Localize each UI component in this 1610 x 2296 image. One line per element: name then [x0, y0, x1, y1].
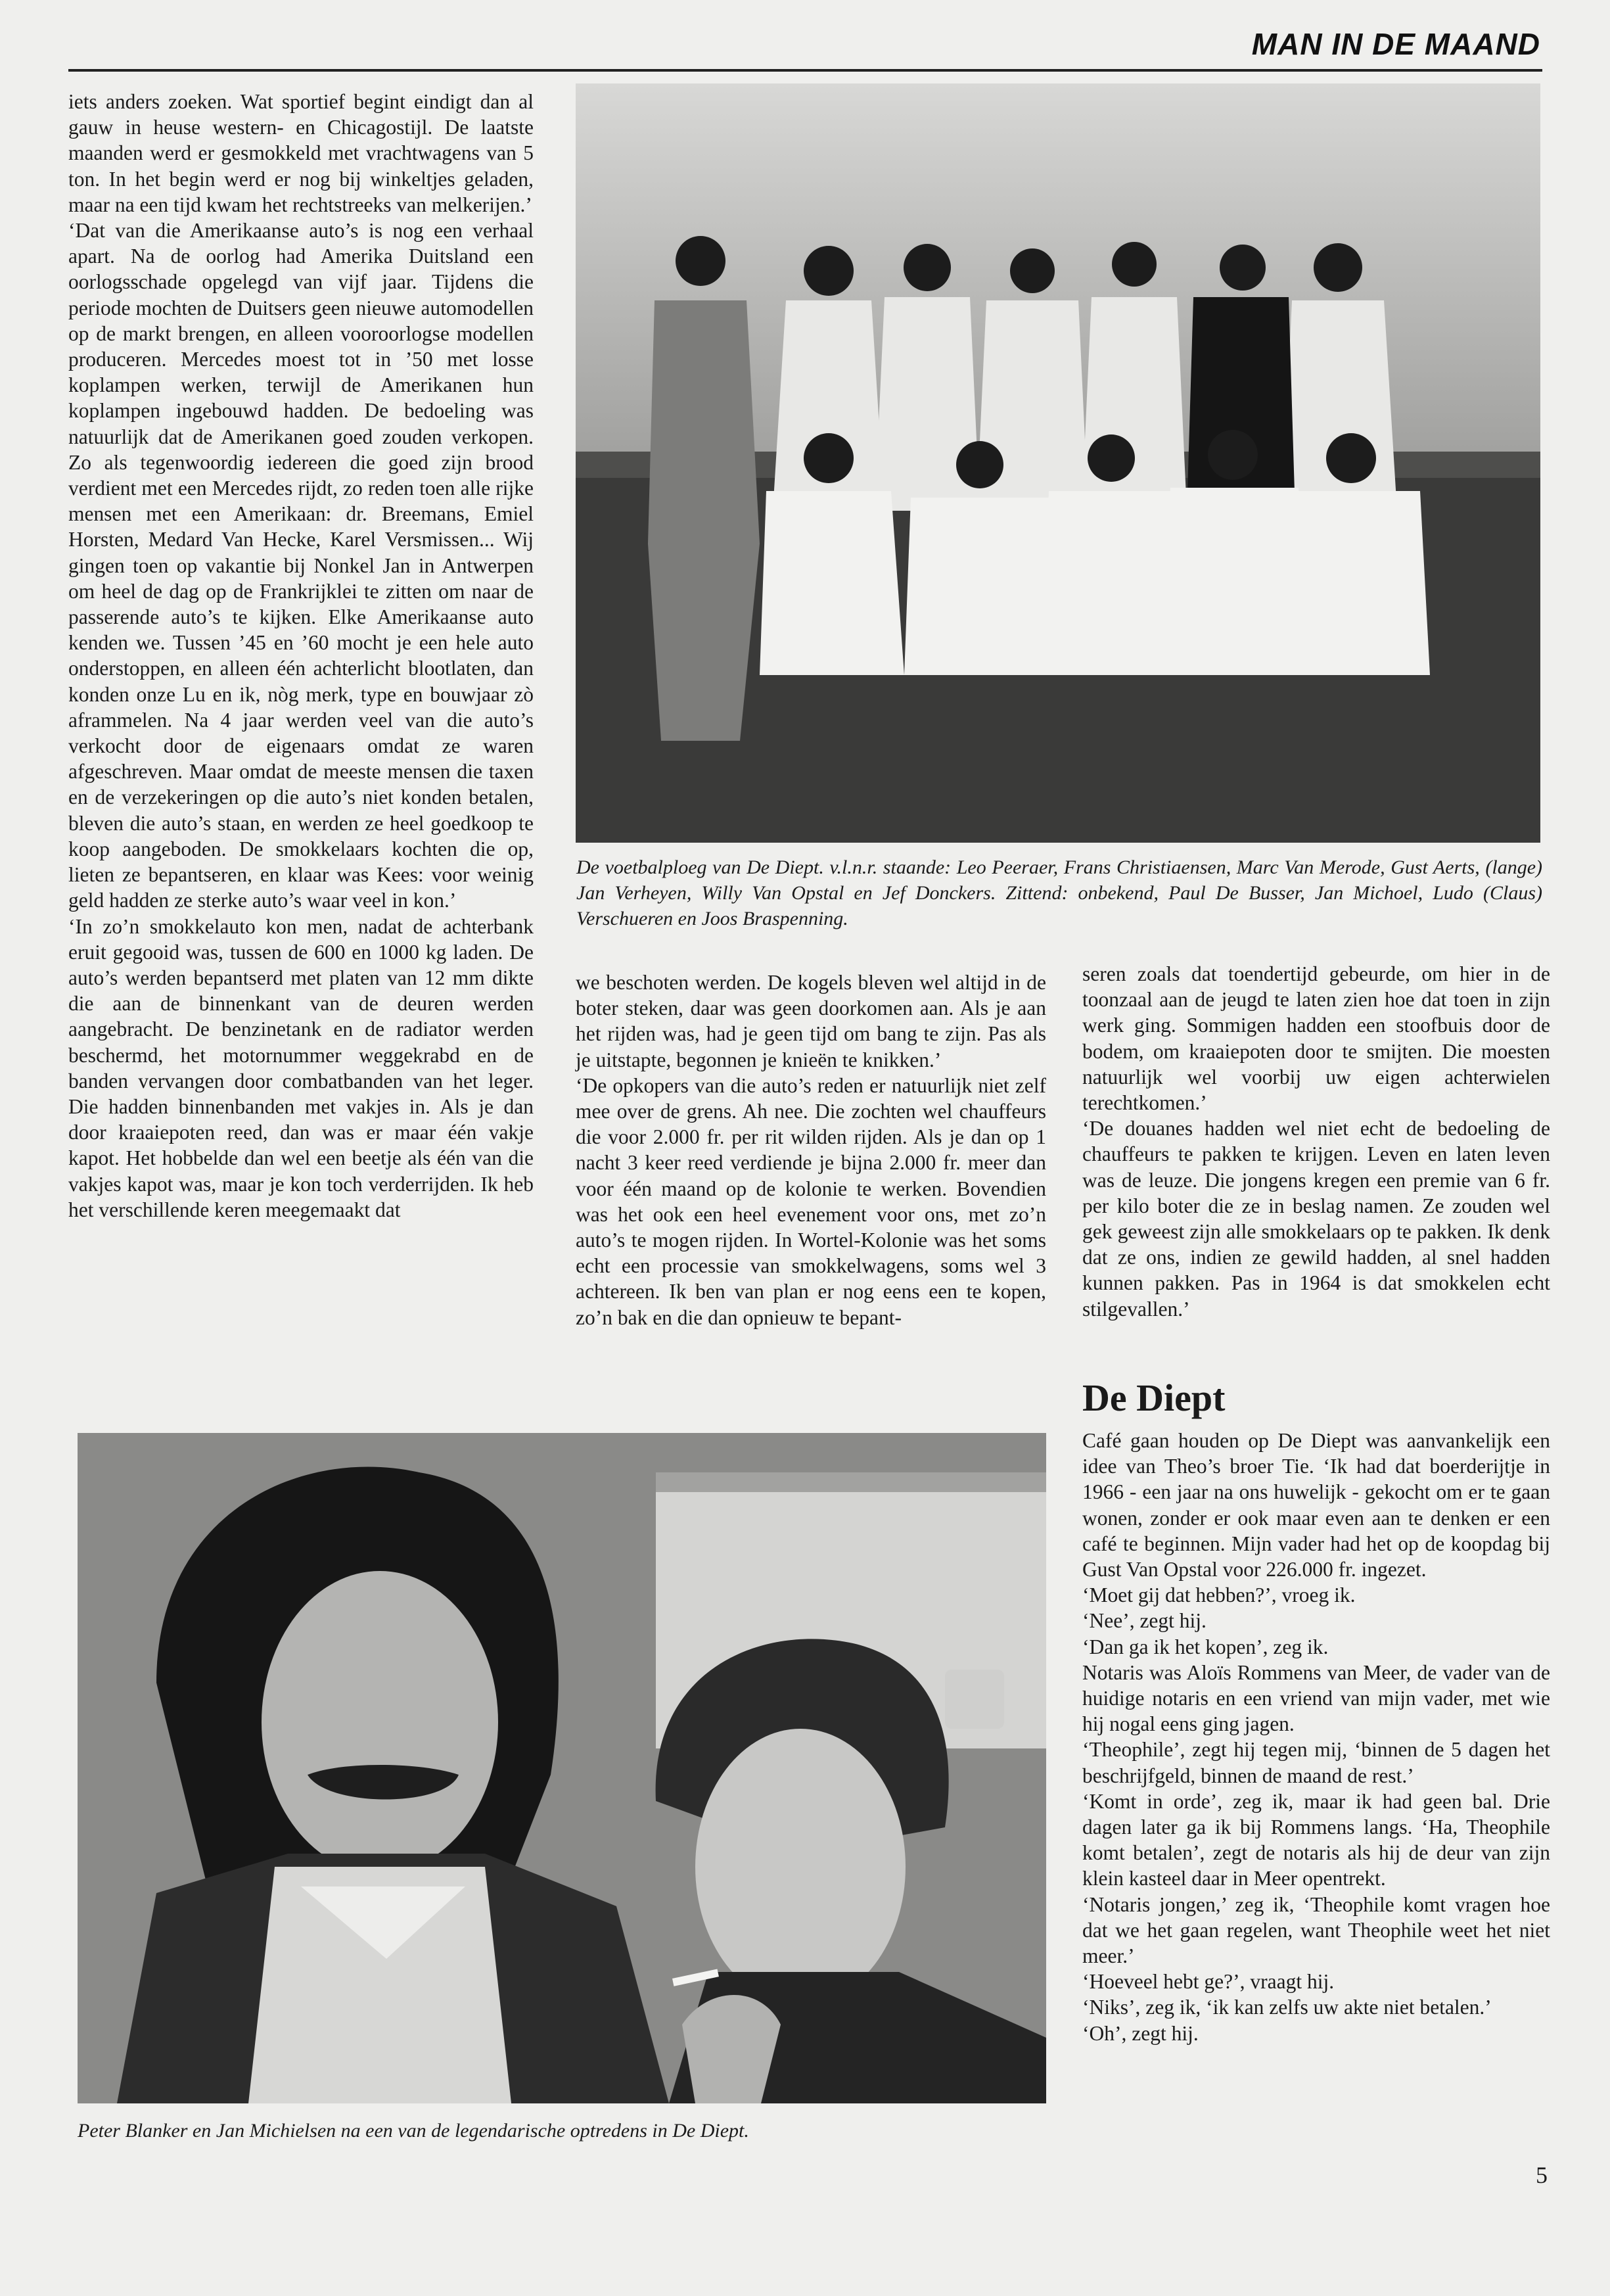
section-body [1082, 1428, 1550, 2046]
paragraph: ‘Niks’, zeg ik, ‘ik kan zelfs uw akte niet betalen.’ [1082, 1996, 1492, 2019]
paragraph: ‘Nee’, zegt hij. [1082, 1609, 1207, 1633]
paragraph: ‘Theophile’, zegt hij tegen mij, ‘binnen de 5 dagen het beschrijfgeld, binnen de maand de rest.’ [1082, 1738, 1550, 1787]
paragraph: Notaris was Aloïs Rommens van Meer, de vader van de huidige notaris en een vriend van mijn vader, met wie hij nogal eens ging jagen. [1082, 1660, 1550, 1736]
paragraph: ‘De opkopers van die auto’s reden er natuurlijk niet zelf mee over de grens. Ah nee. Die zochten wel chauffeurs die voor 2.000 fr. per rit wilden rijden. Als je dan op 1 nacht 3 keer reed verdiende je bijna 2.000 fr. meer dan voor één maand op de kolonie te werken. Bovendien was het ook een heel evenement voor ons, met zo’n auto’s te mogen rijden. In Wortel-Kolonie was het soms echt een processie van smokkelwagens, soms wel 3 achtereen. Ik ben van plan er nog eens een te kopen, zo’n bak en die dan opnieuw te bepant- [576, 1073, 1046, 1329]
paragraph: ‘De douanes hadden wel niet echt de bedoeling de chauffeurs te pakken te krijgen. Leven en laten leven was de leuze. Die jongens kregen een premie van 6 fr. per kilo boter die ze in beslag namen. Ze zouden wel gek geweest zijn alle smokkelaars op te pakken. Ik denk dat ze ons, indien ze gewild hadden, al snel hadden kunnen pakken. Pas in 1964 is dat smokkelen echt stilgevallen.’ [1082, 1117, 1550, 1321]
paragraph: ‘Oh’, zegt hij. [1082, 2021, 1199, 2045]
team-photo [576, 83, 1540, 843]
paragraph: seren zoals dat toendertijd gebeurde, om hier in de toonzaal aan de jeugd te laten zien hoe dat toen in zijn werk ging. Sommigen hadden een stoofbuis door de bodem, om kraaiepoten door te smijten. Die moesten natuurlijk wel voorbij uw eigen achterwielen terechtkomen.’ [1082, 962, 1550, 1115]
paragraph: ‘Notaris jongen,’ zeg ik, ‘Theophile komt vragen hoe dat we het gaan regelen, want Theophile weet het niet meer.’ [1082, 1892, 1550, 1968]
paragraph: iets anders zoeken. Wat sportief begint eindigt dan al gauw in heuse western- en Chicagostijl. De laatste maanden werd er gesmokkeld met vrachtwagens van 5 ton. In het begin werd er nog bij winkeltjes geladen, maar na een tijd kwam het rechtstreeks van melkerijen.’ [68, 90, 534, 216]
musicians-photo [78, 1433, 1046, 2103]
paragraph: ‘Komt in orde’, zeg ik, maar ik had geen bal. Drie dagen later ga ik bij Rommens langs. ‘Ha, Theophile komt betalen’, zegt de notaris als hij de deur van zijn klein kasteel daar in Meer opentrekt. [1082, 1789, 1550, 1890]
article-column-2 [576, 970, 1046, 1330]
article-column-3 [1082, 961, 1550, 1322]
paragraph: ‘Moet gij dat hebben?’, vroeg ik. [1082, 1583, 1356, 1607]
section-title: MAN IN DE MAAND [1251, 27, 1540, 61]
paragraph: ‘Dan ga ik het kopen’, zeg ik. [1082, 1635, 1329, 1658]
section-heading: De Diept [1082, 1376, 1226, 1419]
paragraph: ‘Dat van die Amerikaanse auto’s is nog een verhaal apart. Na de oorlog had Amerika Duitsland een oorlogsschade opgelegd van vijf jaar. Tijdens die periode mochten de Duitsers geen nieuwe automodellen op de markt brengen, en alleen vooroorlogse modellen produceren. Mercedes moest tot in ’50 met losse koplampen werken, terwijl de Amerikanen hun koplampen ingebouwd hadden. De bedoeling was natuurlijk dat de Amerikanen goed zouden verkopen. Zo als tegenwoordig iedereen die goed zijn brood verdient met een Mercedes rijdt, zo reden toen alle rijke mensen met een Amerikaan: dr. Breemans, Emiel Horsten, Medard Van Hecke, Karel Versmissen... Wij gingen toen op vakantie bij Nonkel Jan in Antwerpen om heel de dag op de Frankrijklei te zitten om naar de passerende auto’s te kijken. Elke Amerikaanse auto kenden we. Tussen ’45 en ’60 mocht je een hele auto onderstoppen, en alleen één achterlicht blootlaten, dan konden onze Lu en ik, nòg merk, type en bouwjaar zò aframmelen. Na 4 jaar werden veel van die auto’s verkocht door de eigenaars omdat ze waren afgeschreven. Maar omdat de meeste mensen die taxen en de verzekeringen op die auto’s niet konden betalen, bleven die auto’s staan, en werden ze heel goedkoop te koop aangeboden. De smokkelaars kochten die op, lieten ze bepantseren, en klaar was Kees: voor weinig geld hadden ze sterke auto’s waar veel in kon.’ [68, 219, 534, 912]
paragraph: we beschoten werden. De kogels bleven wel altijd in de boter steken, daar was geen doorkomen aan. Als je aan het rijden was, had je geen tijd om bang te zijn. Pas als je uitstapte, begonnen je knieën te knikken.’ [576, 971, 1046, 1071]
article-column-1 [68, 89, 534, 1223]
paragraph: ‘Hoeveel hebt ge?’, vraagt hij. [1082, 1970, 1335, 1994]
header-rule [68, 69, 1542, 72]
paragraph: ‘In zo’n smokkelauto kon men, nadat de achterbank eruit gegooid was, tussen de 600 en 1000 kg laden. De auto’s werden bepantserd met platen van 12 mm dikte die aan de binnenkant van de deuren werden aangebracht. De benzinetank en de radiator werden beschermd, het motornummer weggekrabd en de banden vervangen door combatbanden van het leger. Die hadden binnenbanden met vakjes in. Als je dan door kraaiepoten reed, dan was er maar één vakje kapot. Het hobbelde dan wel een beetje als één van die vakjes kapot was, maar je kon toch verderrijden. Ik heb het verschillende keren meegemaakt dat [68, 914, 534, 1221]
team-photo-caption: De voetbalploeg van De Diept. v.l.n.r. staande: Leo Peeraer, Frans Christiaensen, Marc Van Merode, Gust Aerts, (lange) Jan Verheyen, Willy Van Opstal en Jef Donckers. Zittend: onbekend, Paul De Busser, Jan Michoel, Ludo (Claus) Verschueren en Joos Braspenning. [576, 856, 1542, 929]
musicians-photo-caption: Peter Blanker en Jan Michielsen na een van de legendarische optredens in De Diept. [78, 2120, 749, 2142]
paragraph: Café gaan houden op De Diept was aanvankelijk een idee van Theo’s broer Tie. ‘Ik had dat boerderijtje in 1966 - een jaar na ons huwelijk - gekocht om er te gaan wonen, zonder er ook maar even aan te denken er een café te beginnen. Mijn vader had het op de koopdag bij Gust Van Opstal voor 226.000 fr. ingezet. [1082, 1429, 1550, 1581]
page-number: 5 [1536, 2162, 1548, 2188]
